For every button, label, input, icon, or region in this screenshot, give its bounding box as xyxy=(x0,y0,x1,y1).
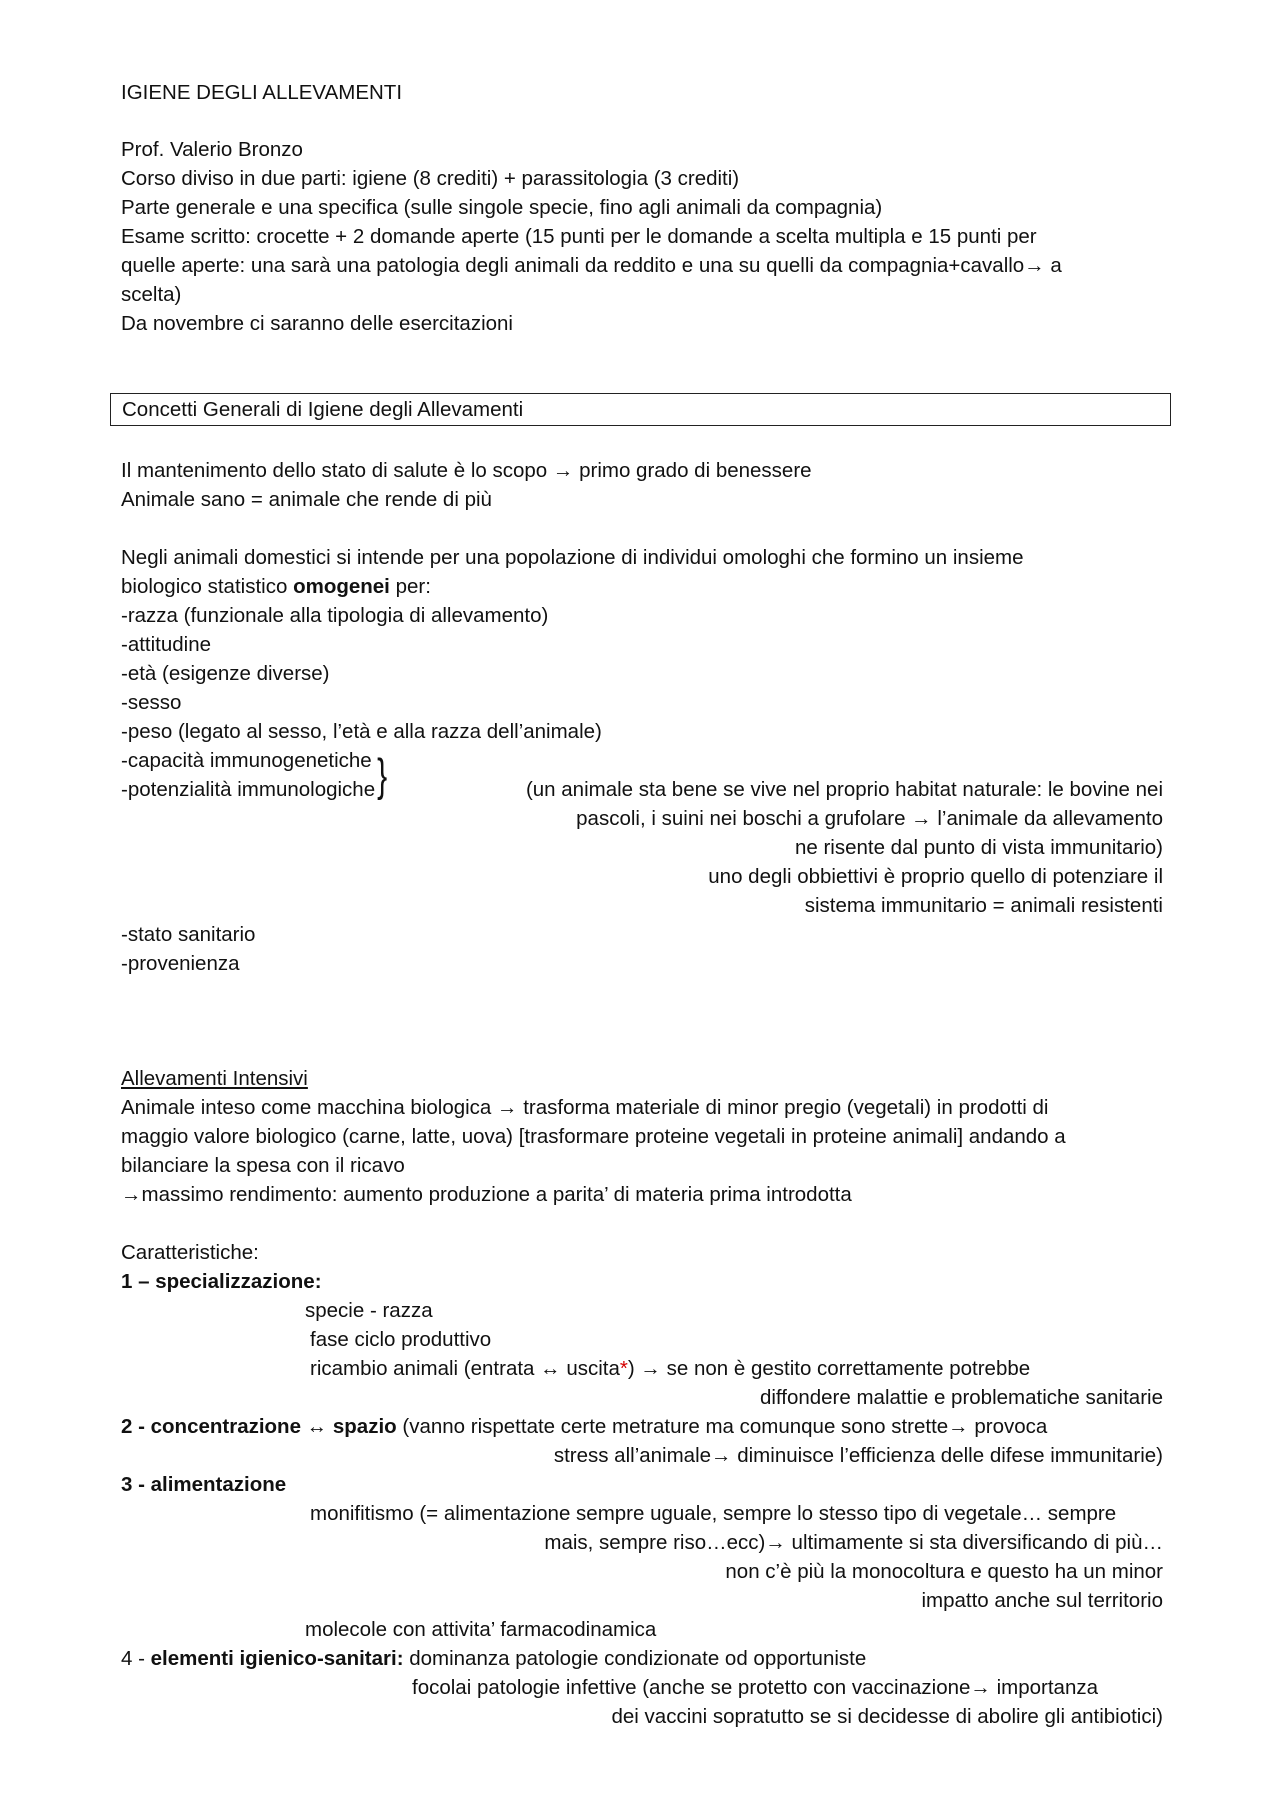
immunology-note: (un animale sta bene se vive nel proprio habitat naturale: le bovine nei pascoli, i suini nei boschi a grufolare → l’animale da allevamento ne risente dal punto di vista immunitario) uno degli obbiettivi è proprio quello di potenziare il sistema immunitario = animali resistenti xyxy=(525,778,1163,917)
professor-line: Prof. Valerio Bronzo xyxy=(121,138,303,161)
list-item: -capacità immunogenetiche xyxy=(121,749,372,772)
paragraph-2: Animale sano = animale che rende di più xyxy=(121,488,492,511)
header-block xyxy=(121,78,1171,338)
paragraph-3-line-1: Negli animali domestici si intende per una popolazione di individui omologhi che formino un insieme xyxy=(121,546,1024,569)
section-title: Concetti Generali di Igiene degli Allevamenti xyxy=(122,398,524,421)
characteristic-1-item: fase ciclo produttivo xyxy=(310,1328,492,1351)
paragraph-1: Il mantenimento dello stato di salute è lo scopo → primo grado di benessere xyxy=(121,459,812,482)
characteristic-3-item: monifitismo (= alimentazione sempre uguale, sempre lo stesso tipo di vegetale… sempre xyxy=(310,1502,1117,1525)
characteristics-label: Caratteristiche: xyxy=(121,1241,259,1264)
intensive-title: Allevamenti Intensivi xyxy=(121,1067,308,1090)
paragraph-3-line-2: biologico statistico omogenei per: xyxy=(121,575,431,598)
characteristic-4: 4 - elementi igienico-sanitari: dominanza patologie condizionate od opportuniste xyxy=(121,1647,867,1670)
characteristic-3-cont: mais, sempre riso…ecc)→ ultimamente si sta diversificando di più… xyxy=(544,1531,1163,1554)
list-item: -potenzialità immunologiche} xyxy=(121,751,388,801)
characteristic-3-cont: non c’è più la monocoltura e questo ha un minor xyxy=(725,1560,1163,1583)
characteristic-3-cont: impatto anche sul territorio xyxy=(921,1589,1163,1612)
intensive-farming-block xyxy=(121,1064,1171,1731)
section-title-box xyxy=(110,393,1171,426)
characteristic-1: 1 – specializzazione: xyxy=(121,1270,322,1293)
characteristic-4-cont: dei vaccini sopratutto se si decidesse di abolire gli antibiotici) xyxy=(611,1705,1163,1728)
asterisk-mark: * xyxy=(619,1357,628,1380)
intensive-line: →massimo rendimento: aumento produzione a parita’ di materia prima introdotta xyxy=(121,1183,852,1206)
list-item: -età (esigenze diverse) xyxy=(121,662,330,685)
characteristic-1-item-cont: diffondere malattie e problematiche sanitarie xyxy=(759,1386,1163,1409)
list-item: -sesso xyxy=(121,691,182,714)
course-line: Corso diviso in due parti: igiene (8 crediti) + parassitologia (3 crediti) xyxy=(121,167,740,190)
exam-line-1: Esame scritto: crocette + 2 domande aperte (15 punti per le domande a scelta multipla e 15 punti per xyxy=(121,225,1037,248)
intensive-line: bilanciare la spesa con il ricavo xyxy=(121,1154,405,1177)
immunology-group xyxy=(121,746,1171,917)
exam-line-2: quelle aperte: una sarà una patologia degli animali da reddito e una su quelli da compagnia+cavallo→ a xyxy=(121,254,1062,277)
list-item: -provenienza xyxy=(121,952,240,975)
exercises-line: Da novembre ci saranno delle esercitazioni xyxy=(121,312,513,335)
characteristic-2: 2 - concentrazione ↔ spazio (vanno rispettate certe metrature ma comunque sono strette→ provoca xyxy=(121,1415,1048,1438)
list-item: -attitudine xyxy=(121,633,212,656)
characteristic-4-item: focolai patologie infettive (anche se protetto con vaccinazione→ importanza xyxy=(412,1676,1099,1699)
document-title: IGIENE DEGLI ALLEVAMENTI xyxy=(121,81,403,104)
general-concepts-block xyxy=(121,456,1171,978)
characteristic-1-item: ricambio animali (entrata ↔ uscita*) → se non è gestito correttamente potrebbe xyxy=(310,1357,1031,1380)
intensive-line: maggio valore biologico (carne, latte, uova) [trasformare proteine vegetali in proteine animali] andando a xyxy=(121,1125,1066,1148)
list-item: -peso (legato al sesso, l’età e alla razza dell’animale) xyxy=(121,720,602,743)
brace-symbol: } xyxy=(377,751,388,801)
list-item: -stato sanitario xyxy=(121,923,256,946)
list-item: -razza (funzionale alla tipologia di allevamento) xyxy=(121,604,549,627)
intensive-line: Animale inteso come macchina biologica → trasforma materiale di minor pregio (vegetali) in prodotti di xyxy=(121,1096,1049,1119)
exam-line-3: scelta) xyxy=(121,283,182,306)
characteristic-3: 3 - alimentazione xyxy=(121,1473,287,1496)
parts-line: Parte generale e una specifica (sulle singole specie, fino agli animali da compagnia) xyxy=(121,196,883,219)
characteristic-1-item: specie - razza xyxy=(305,1299,433,1322)
characteristic-3-item: molecole con attivita’ farmacodinamica xyxy=(305,1618,657,1641)
characteristic-2-cont: stress all’animale→ diminuisce l’efficienza delle difese immunitarie) xyxy=(553,1444,1163,1467)
